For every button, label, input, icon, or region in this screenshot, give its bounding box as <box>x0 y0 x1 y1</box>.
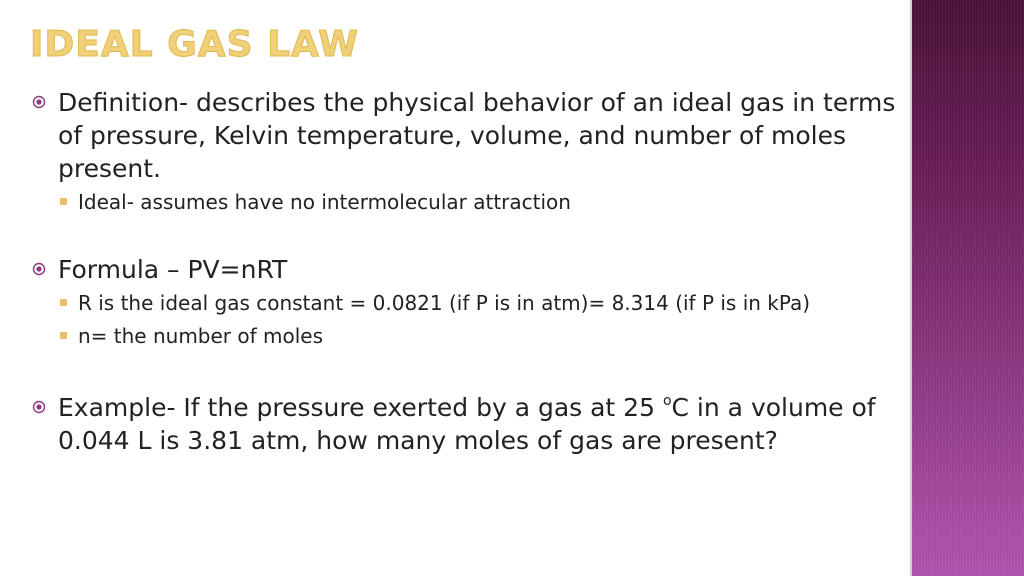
circle-bullet-icon <box>32 400 46 414</box>
sub-bullet-text: R is the ideal gas constant = 0.0821 (if P is in atm)= 8.314 (if P is in kPa) <box>78 291 811 315</box>
sub-bullet-gas-constant <box>30 286 900 320</box>
sub-bullet-text: n= the number of moles <box>78 324 324 348</box>
square-bullet-icon <box>60 332 67 339</box>
circle-bullet-icon <box>32 95 46 109</box>
sub-bullet-text: Ideal- assumes have no intermolecular attraction <box>78 190 571 214</box>
decorative-side-band <box>912 0 1024 576</box>
degree-superscript: o <box>662 392 672 409</box>
bullet-formula <box>30 253 900 286</box>
bullet-definition <box>30 86 900 185</box>
sub-bullet-moles <box>30 319 900 353</box>
square-bullet-icon <box>60 198 67 205</box>
slide-content <box>30 86 900 457</box>
slide-title: IDEAL GAS LAW <box>30 24 359 65</box>
bullet-text-pre: Example- If the pressure exerted by a gas at 25 <box>58 393 663 422</box>
circle-bullet-icon <box>32 262 46 276</box>
bullet-text: Definition- describes the physical behavior of an ideal gas in terms of pressure, Kelvin temperature, volume, and number of moles present. <box>58 88 896 183</box>
sub-bullet-ideal <box>30 185 900 219</box>
bullet-text-post: C in a volume of 0.044 L is 3.81 atm, how many moles of gas are present? <box>58 393 876 455</box>
bullet-example <box>30 391 900 457</box>
square-bullet-icon <box>60 299 67 306</box>
bullet-text: Formula – PV=nRT <box>58 255 288 284</box>
